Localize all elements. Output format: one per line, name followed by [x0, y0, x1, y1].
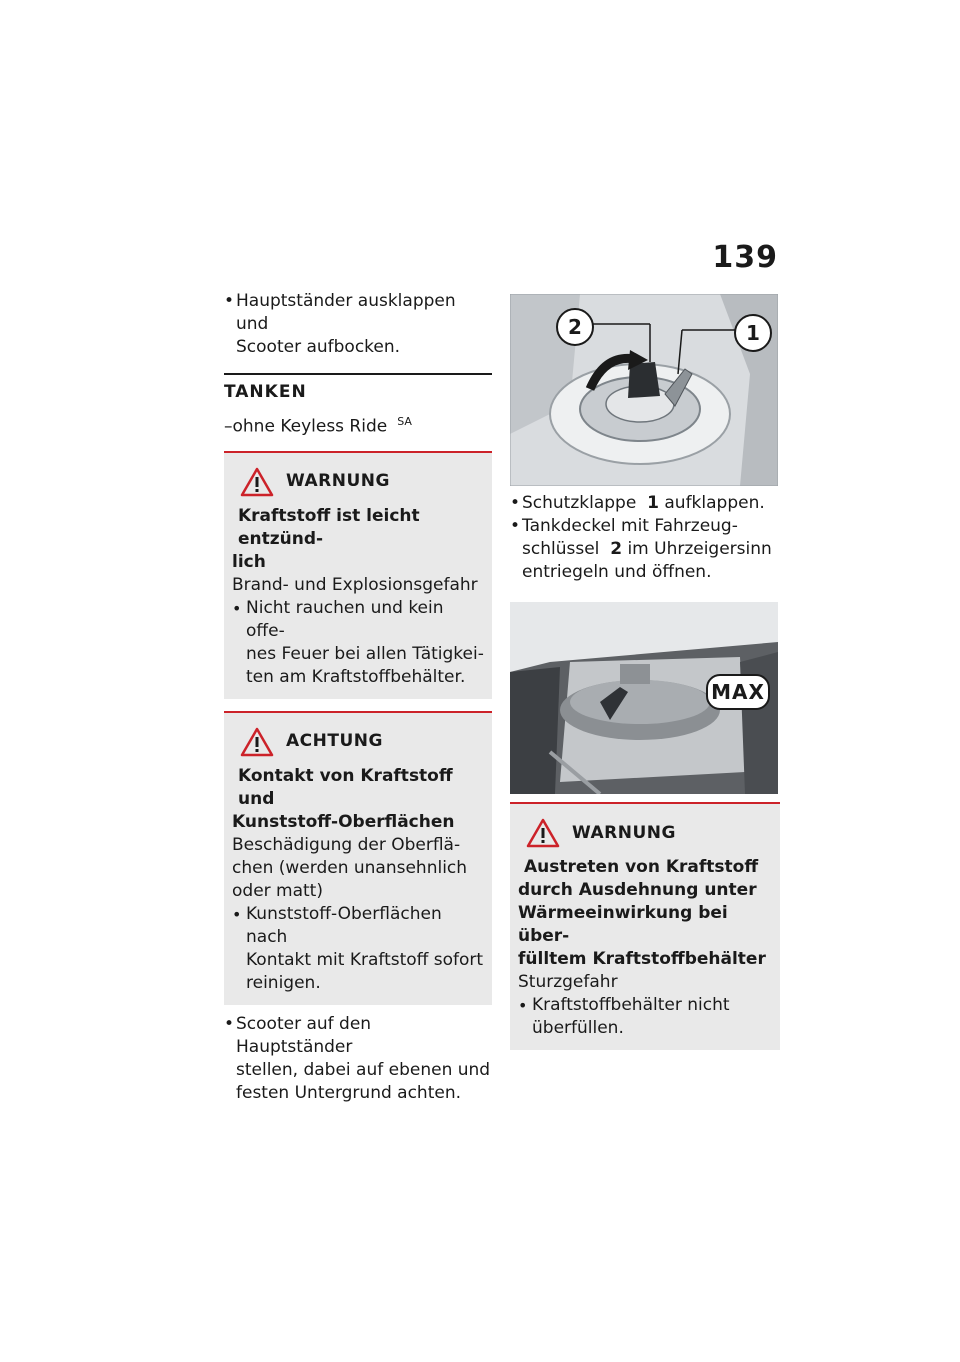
right-column [510, 294, 780, 1050]
caution-box-plastic [224, 711, 492, 1005]
section-subtitle: –ohne Keyless Ride $^{SA}$ [224, 415, 412, 437]
warning-triangle-icon [240, 467, 274, 497]
left-column [224, 290, 492, 1105]
callout-2: 2 [556, 308, 594, 346]
fuel-tank-max-photo [510, 602, 778, 794]
section-heading [224, 373, 492, 404]
caution-label: ACHTUNG [286, 731, 383, 752]
warning-description: Brand- und Explosionsgefahr [232, 574, 478, 595]
warning-description: Sturzgefahr [518, 972, 618, 992]
page-number: 139 [712, 240, 778, 275]
warning-instruction: • Nicht rauchen und kein offe- nes Feuer bei allen Tätigkei- ten am Kraftstoffbehälter. [232, 597, 484, 689]
option-badge: SA [397, 415, 412, 428]
warning-title: Kraftstoff ist leicht entzünd- lich [232, 505, 420, 572]
callout-1: 1 [734, 314, 772, 352]
caution-instruction: • Kunststoff-Oberflächen nach Kontakt mit Kraftstoff sofort reinigen. [232, 903, 484, 995]
step-place-scooter: • Scooter auf den Hauptständer stellen, dabei auf ebenen und festen Untergrund achten. [224, 1013, 492, 1105]
warning-box-fuel [224, 451, 492, 699]
step-open-flap: • Schutzklappe 1 aufklappen. [510, 492, 780, 515]
warning-label: WARNUNG [572, 822, 676, 843]
step-unlock-cap: • Tankdeckel mit Fahrzeug- schlüssel 2 im Uhrzeigersinn entriegeln und öffnen. [510, 515, 780, 584]
fuel-cap-photo [510, 294, 778, 486]
section-title: TANKEN [224, 382, 307, 402]
caution-description: Beschädigung der Oberflä- chen (werden unansehnlich oder matt) [232, 834, 468, 901]
warning-box-overfill [510, 802, 780, 1050]
max-marker-label: MAX [706, 674, 770, 710]
warning-triangle-icon [526, 818, 560, 848]
warning-title: Austreten von Kraftstoff durch Ausdehnung unter Wärmeeinwirkung bei über- fülltem Kraftstoffbehälter [518, 857, 766, 969]
warning-triangle-icon [240, 727, 274, 757]
caution-title: Kontakt von Kraftstoff und Kunststoff-Oberflächen [232, 765, 455, 832]
warning-instruction: • Kraftstoffbehälter nicht überfüllen. [518, 994, 772, 1040]
warning-label: WARNUNG [286, 471, 390, 492]
step-unfold-stand: • Hauptständer ausklappen und Scooter aufbocken. [224, 290, 492, 359]
